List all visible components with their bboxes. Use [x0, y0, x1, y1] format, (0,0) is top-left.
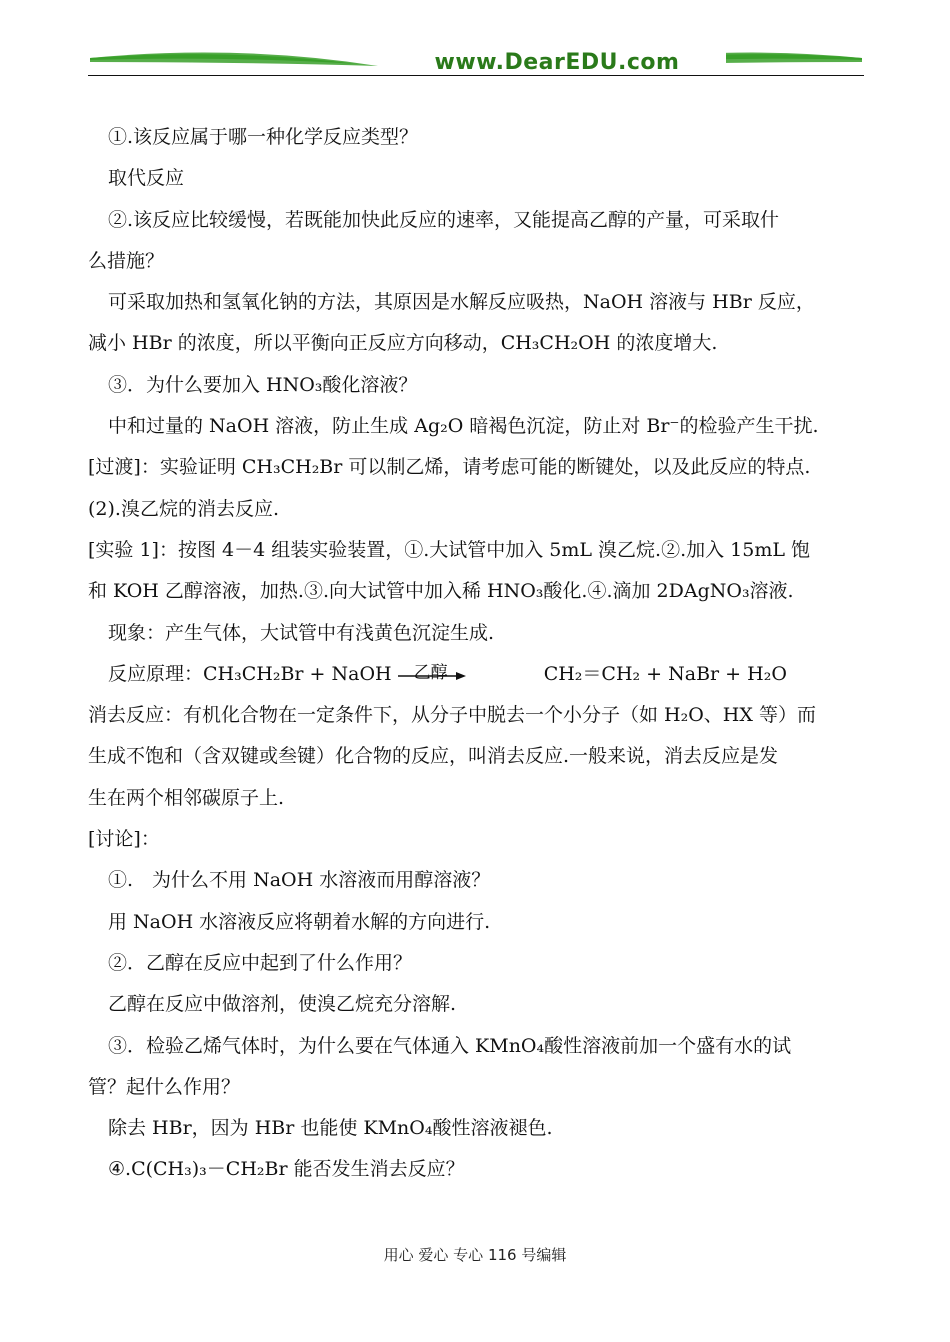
text-line: [讨论]： [88, 828, 160, 851]
text-line: ③．检验乙烯气体时，为什么要在气体通入 KMnO₄酸性溶液前加一个盛有水的试 [108, 1034, 792, 1057]
reaction-lhs: 反应原理：CH₃CH₂Br + NaOH [108, 662, 392, 685]
text-line: 中和过量的 NaOH 溶液，防止生成 Ag₂O 暗褐色沉淀，防止对 Br⁻的检验产生干扰. [108, 415, 819, 438]
text-line: ②.该反应比较缓慢，若既能加快此反应的速率，又能提高乙醇的产量，可采取什 [108, 208, 780, 231]
reaction-condition: 乙醇 [413, 662, 448, 683]
text-line: 现象：产生气体，大试管中有浅黄色沉淀生成. [108, 621, 495, 644]
text-line: 消去反应：有机化合物在一定条件下，从分子中脱去一个小分子（如 H₂O、HX 等）而 [88, 704, 816, 727]
text-line: ②．乙醇在反应中起到了什么作用？ [108, 951, 413, 974]
header-rule [88, 75, 864, 76]
site-logo[interactable]: www.DearEDU.com [388, 50, 726, 75]
text-line: 生在两个相邻碳原子上. [88, 786, 285, 809]
reaction-arrow [398, 663, 468, 683]
text-line: [过渡]：实验证明 CH₃CH₂Br 可以制乙烯，请考虑可能的断键处，以及此反应的特点. [88, 456, 811, 479]
text-line: 和 KOH 乙醇溶液，加热.③.向大试管中加入稀 HNO₃酸化.④.滴加 2DAgNO₃溶液. [88, 580, 794, 603]
text-line: 可采取加热和氢氧化钠的方法，其原因是水解反应吸热，NaOH 溶液与 HBr 反应， [108, 291, 815, 314]
reaction-equation [88, 654, 864, 695]
text-line: 管？起什么作用？ [88, 1075, 241, 1098]
reaction-rhs: CH₂＝CH₂ + NaBr + H₂O [543, 662, 787, 685]
text-line: 生成不饱和（含双键或叁键）化合物的反应，叫消去反应.一般来说，消去反应是发 [88, 745, 779, 768]
text-line: 减小 HBr 的浓度，所以平衡向正反应方向移动，CH₃CH₂OH 的浓度增大. [88, 332, 718, 355]
text-line: ④.C(CH₃)₃－CH₂Br 能否发生消去反应？ [108, 1158, 465, 1181]
page-header [88, 40, 864, 80]
text-line: 么措施？ [88, 249, 165, 272]
page-footer: 用心 爱心 专心 116 号编辑 [383, 1246, 567, 1264]
document-body [88, 117, 864, 1191]
text-line: (2).溴乙烷的消去反应. [88, 497, 279, 520]
text-line: 乙醇在反应中做溶剂，使溴乙烷充分溶解. [108, 993, 457, 1016]
text-line: 取代反应 [108, 167, 185, 190]
text-line: 用 NaOH 水溶液反应将朝着水解的方向进行. [108, 910, 491, 933]
arrow-right-icon [398, 671, 468, 681]
text-line: [实验 1]：按图 4－4 组装实验装置，①.大试管中加入 5mL 溴乙烷.②.加入 15mL 饱 [88, 538, 811, 561]
text-line: ①.该反应属于哪一种化学反应类型？ [108, 126, 419, 148]
text-line: ③．为什么要加入 HNO₃酸化溶液？ [108, 373, 418, 396]
text-line: 除去 HBr，因为 HBr 也能使 KMnO₄酸性溶液褪色. [108, 1117, 553, 1140]
text-line: ①. 为什么不用 NaOH 水溶液而用醇溶液？ [108, 869, 491, 892]
